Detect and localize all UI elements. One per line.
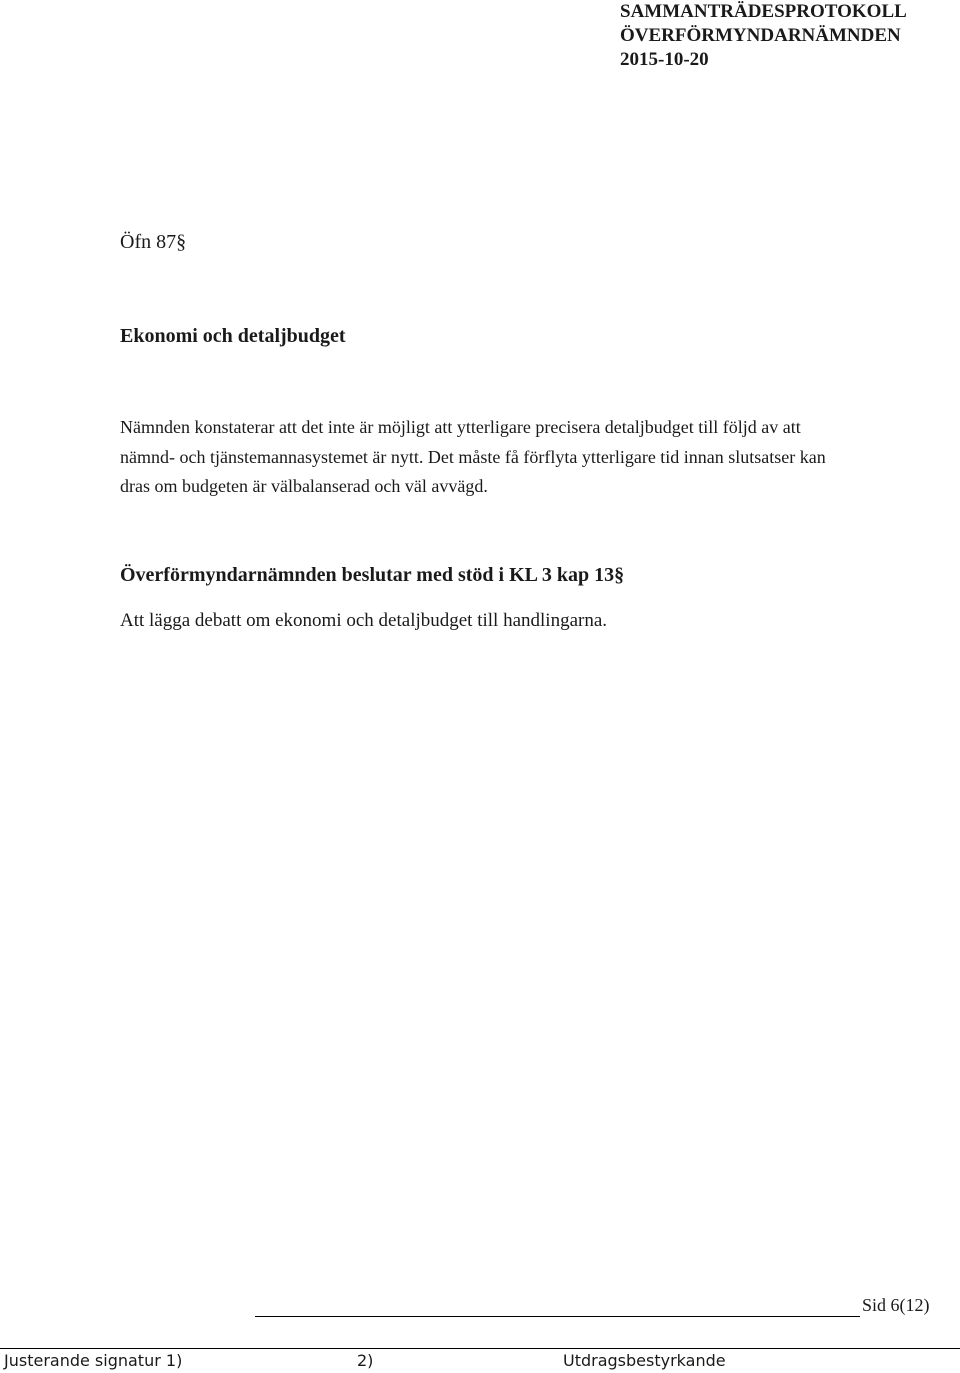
section-heading: Ekonomi och detaljbudget — [120, 325, 346, 347]
paragraph-line: dras om budgeten är välbalanserad och väl avvägd. — [120, 476, 488, 496]
signature-2-label: 2) — [357, 1351, 374, 1370]
document-title: SAMMANTRÄDESPROTOKOLL — [620, 1, 907, 22]
document-header — [620, 0, 960, 72]
committee-name: ÖVERFÖRMYNDARNÄMNDEN — [620, 25, 901, 46]
section-reference: Öfn 87§ — [120, 231, 187, 253]
meeting-date: 2015-10-20 — [620, 49, 709, 70]
extract-certifier-label: Utdragsbestyrkande — [563, 1351, 726, 1370]
paragraph-line: nämnd- och tjänstemannasystemet är nytt. Det måste få förflyta ytterligare tid innan slutsatser kan — [120, 447, 826, 467]
footer-rule — [0, 1348, 960, 1349]
decision-heading: Överförmyndarnämnden beslutar med stöd i KL 3 kap 13§ — [120, 564, 625, 586]
page-number-area — [0, 1295, 960, 1319]
signature-footer — [0, 1348, 960, 1373]
page-number: Sid 6(12) — [862, 1295, 930, 1315]
page-number-rule — [255, 1316, 860, 1317]
signature-1-label: Justerande signatur 1) — [4, 1351, 183, 1370]
paragraph-line: Nämnden konstaterar att det inte är möjligt att ytterligare precisera detaljbudget till följd av att — [120, 417, 801, 437]
decision-text: Att lägga debatt om ekonomi och detaljbudget till handlingarna. — [120, 610, 608, 631]
